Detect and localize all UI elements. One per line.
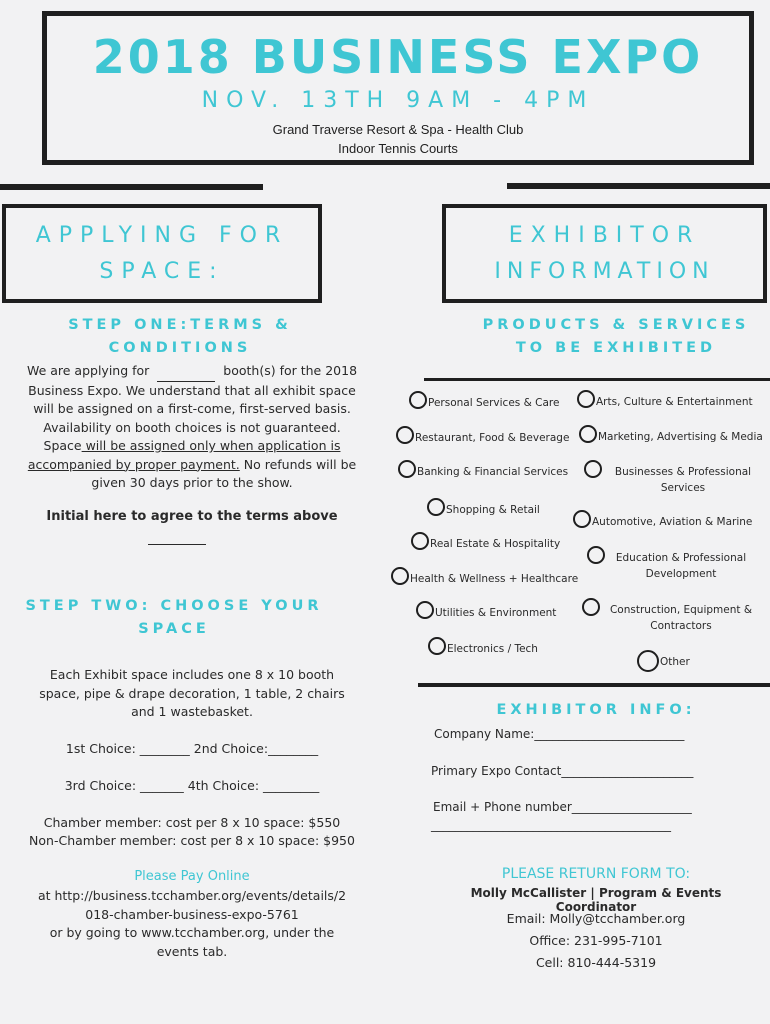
radio-circle-icon[interactable] [573,510,591,528]
category-label: Automotive, Aviation & Marine [592,516,753,528]
return-name: Molly McCallister | Program & Events Coordinator [470,886,722,914]
step-two-heading [4,595,344,641]
company-name-field[interactable]: Company Name:_________________________ [434,727,685,741]
includes-line-3: and 1 wastebasket. [131,704,253,719]
choice-row-2[interactable]: 3rd Choice: _______ 4th Choice: _________ [64,778,320,793]
cost-member: Chamber member: cost per 8 x 10 space: $550 [43,815,341,830]
includes-line-2: space, pipe & drape decoration, 1 table, 2 chairs [39,685,345,701]
category-label: Utilities & Environment [435,607,557,619]
category-label: Construction, Equipment & Contractors [609,604,753,632]
products-heading [466,314,766,360]
category-label: Health & Wellness + Healthcare [410,573,579,585]
radio-circle-icon[interactable] [584,460,602,478]
exhibitor-title-1: EXHIBITOR [508,223,701,248]
event-title: 2018 BUSINESS EXPO [92,30,704,84]
products-divider [424,378,770,381]
applying-box [2,204,322,303]
venue-line-1: Grand Traverse Resort & Spa - Health Club [272,122,524,137]
category-banking[interactable] [398,464,568,480]
terms-line-6 [4,456,380,475]
terms-line-1a: We are applying for [26,363,150,378]
return-office: Office: 231-995-7101 [529,933,663,948]
category-label: Businesses & Professional Services [614,466,752,494]
terms-line-5a: Space [43,438,82,453]
step-one-heading [10,314,350,360]
category-restaurant-food[interactable] [396,430,569,446]
category-label: Education & Professional Development [615,552,747,580]
pay-line-3: or by going to www.tcchamber.org, under the [49,925,335,940]
initial-instruction: Initial here to agree to the terms above [46,509,338,524]
radio-circle-icon[interactable] [582,598,600,616]
return-heading: PLEASE RETURN FORM TO: [501,866,691,882]
event-datetime: NOV. 13TH 9AM - 4PM [201,88,595,113]
terms-line-5b: will be assigned only when application is [81,438,341,453]
booth-count-blank[interactable] [157,362,215,382]
radio-circle-icon[interactable] [391,567,409,585]
primary-contact-field[interactable]: Primary Expo Contact______________________ [431,764,694,778]
terms-line-5 [4,437,380,456]
terms-line-2: Business Expo. We understand that all exhibit space [28,382,356,398]
pay-online-heading: Please Pay Online [134,869,250,884]
terms-line-6b: No refunds will be [239,456,357,472]
choice-row-1[interactable]: 1st Choice: ________ 2nd Choice:________ [65,741,319,756]
step-one-heading-line1: STEP ONE:TERMS & [68,317,292,333]
category-arts-culture[interactable] [577,394,753,410]
applying-title-2: SPACE: [99,259,225,284]
category-personal-services[interactable] [409,395,559,411]
header-box [42,11,754,165]
radio-circle-icon[interactable] [577,390,595,408]
category-label: Shopping & Retail [446,504,540,516]
radio-circle-icon[interactable] [428,637,446,655]
category-label: Banking & Financial Services [417,466,569,478]
radio-circle-icon[interactable] [579,425,597,443]
terms-line-6a: accompanied by proper payment. [27,456,240,472]
category-label: Real Estate & Hospitality [430,538,561,550]
category-real-estate[interactable] [411,536,560,552]
radio-circle-icon[interactable] [427,498,445,516]
radio-circle-icon[interactable] [587,546,605,564]
info-divider [418,683,770,687]
email-phone-field[interactable]: Email + Phone number____________________ [433,800,692,814]
category-health[interactable] [391,571,578,587]
products-heading-line1: PRODUCTS & SERVICES [482,317,750,333]
category-shopping[interactable] [427,502,540,518]
terms-line-4: Availability on booth choices is not guaranteed. [43,419,341,435]
exhibitor-title-2: INFORMATION [494,259,715,284]
includes-line-1: Each Exhibit space includes one 8 x 10 booth [49,667,335,682]
radio-circle-icon[interactable] [409,391,427,409]
step-two-heading-line2: SPACE [138,621,210,637]
radio-circle-icon[interactable] [398,460,416,478]
return-email[interactable]: Email: Molly@tcchamber.org [506,911,686,926]
applying-title-1: APPLYING FOR [35,223,289,248]
category-automotive[interactable] [573,514,752,530]
radio-circle-icon[interactable] [416,601,434,619]
pay-line-1[interactable]: at http://business.tcchamber.org/events/details/2 [37,888,347,903]
terms-line-1 [4,362,380,382]
category-other[interactable] [637,654,690,672]
includes-text [4,666,380,722]
email-phone-extra-line[interactable]: ________________________________________ [431,818,671,832]
terms-line-1b: booth(s) for the 2018 [223,363,358,378]
step-two-heading-line1: STEP TWO: CHOOSE YOUR [25,598,323,614]
category-label: Personal Services & Care [428,397,560,409]
exhibitor-info-heading: EXHIBITOR INFO: [496,702,696,718]
exhibitor-box [442,204,767,303]
category-label: Arts, Culture & Entertainment [596,396,753,408]
cost-nonmember: Non-Chamber member: cost per 8 x 10 space: $950 [29,833,355,848]
terms-text [4,362,380,493]
radio-circle-icon[interactable] [396,426,414,444]
category-label: Restaurant, Food & Beverage [415,432,570,444]
category-label: Other [660,656,690,668]
divider-left [0,184,263,190]
category-electronics[interactable] [428,641,538,657]
category-label: Marketing, Advertising & Media [598,431,763,443]
category-label: Electronics / Tech [447,643,538,655]
return-cell: Cell: 810-444-5319 [535,955,657,970]
venue-line-2: Indoor Tennis Courts [338,141,458,156]
category-marketing[interactable] [579,429,763,445]
products-heading-line2: TO BE EXHIBITED [515,340,717,356]
pay-line-2[interactable]: 018-chamber-business-expo-5761 [85,906,299,922]
radio-circle-icon[interactable] [637,650,659,672]
divider-right [507,183,770,189]
terms-line-7: given 30 days prior to the show. [91,475,293,490]
step-one-heading-line2: CONDITIONS [108,340,252,356]
terms-line-3: will be assigned on a first-come, first-served basis. [33,401,351,416]
category-utilities[interactable] [416,605,556,621]
pay-details [4,887,380,961]
category-businesses[interactable] [584,464,763,496]
category-education[interactable] [587,550,756,582]
return-contact [436,908,756,974]
pay-line-4: events tab. [156,943,228,959]
category-construction[interactable] [582,602,761,634]
radio-circle-icon[interactable] [411,532,429,550]
initial-blank[interactable] [148,544,206,545]
